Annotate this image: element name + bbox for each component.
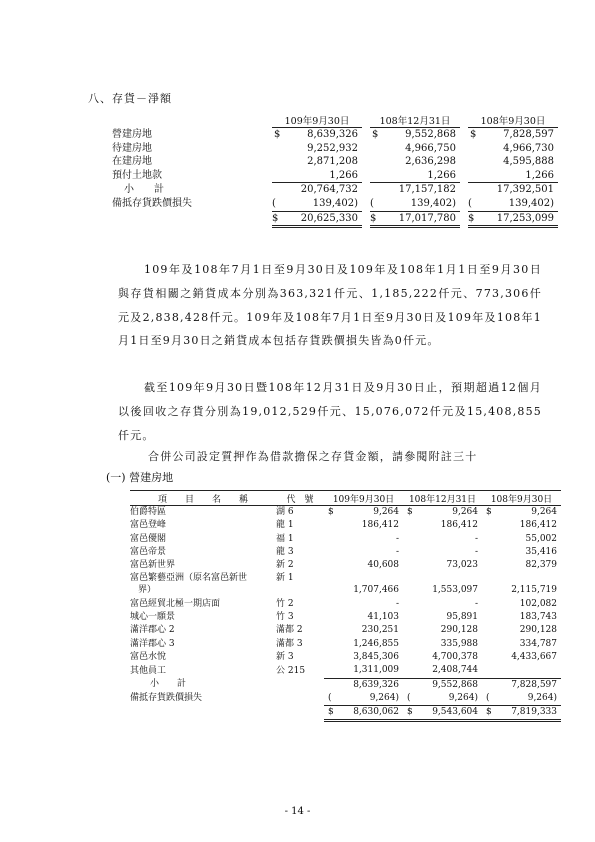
cell-value: 17,157,182 — [398, 184, 456, 196]
table-row — [112, 169, 558, 183]
cell-value: 40,608 — [367, 560, 399, 571]
inventory-summary-table — [112, 113, 558, 228]
cell-value: ( 9,264) — [482, 692, 561, 706]
cell-value: - — [474, 533, 478, 544]
currency-sign: $ — [372, 129, 379, 140]
cell-value: 290,128 — [519, 625, 557, 636]
item-name: 富邑水悅 — [130, 651, 167, 662]
cell-value: 9,252,932 — [307, 142, 358, 154]
cell-value: 17,392,501 — [496, 184, 554, 196]
item-name: 富邑經貿北極一期店面 — [130, 598, 221, 609]
cell-value: $ 9,264 — [486, 507, 557, 517]
item-name: 小 計 — [150, 679, 187, 690]
column-header: 108年12月31日 — [370, 113, 460, 128]
cell-value: $ 8,639,326 — [274, 129, 358, 140]
table-header-row — [112, 113, 558, 128]
cell-value: 335,988 — [440, 638, 478, 649]
item-name: 滿洋郡心 3 — [130, 638, 175, 649]
column-header: 項 目 名 稱 — [130, 491, 276, 506]
cell-value: 4,433,667 — [511, 651, 557, 662]
table-row — [130, 664, 561, 678]
cell-value: 2,408,744 — [403, 664, 482, 678]
cell-value: 334,787 — [519, 638, 557, 649]
item-name: 伯爵特區 — [130, 507, 167, 517]
item-name: 富邑優閣 — [130, 533, 167, 544]
cell-value — [482, 664, 561, 678]
cell-value: 1,266 — [272, 169, 362, 183]
item-code: 湖 6 — [276, 507, 294, 517]
cell-value: - — [395, 546, 399, 557]
item-name: 富邑新世界 — [130, 560, 176, 571]
column-header: 代 號 — [276, 491, 324, 506]
column-header: 109年9月30日 — [324, 491, 403, 506]
table-row — [112, 155, 558, 169]
cell-value: $ 9,552,868 — [372, 129, 456, 140]
cell-value: $ 9,264 — [328, 507, 399, 517]
table-header-row — [130, 491, 561, 506]
cell-value — [324, 572, 403, 584]
item-name: 其他員工 — [130, 665, 167, 676]
item-code — [276, 692, 324, 706]
table-row — [130, 546, 561, 559]
row-label: 備抵存貨跌價損失 — [112, 198, 192, 210]
item-code: 新 1 — [276, 573, 294, 584]
cell-value: $ 9,543,604 — [403, 706, 482, 721]
column-header: 109年9月30日 — [272, 113, 362, 128]
table-row — [130, 624, 561, 637]
cell-value: 9,552,868 — [432, 679, 478, 690]
item-name: 富邑帝景 — [130, 546, 167, 557]
item-code — [276, 678, 324, 692]
item-name: 富邑登峰 — [130, 520, 167, 531]
cell-value: $ 8,630,062 — [324, 706, 403, 721]
column-header: 108年9月30日 — [468, 113, 558, 128]
cell-value: 186,412 — [361, 520, 399, 531]
cell-value: 82,379 — [525, 560, 557, 571]
item-code: 福 1 — [276, 533, 294, 544]
cell-value: 55,002 — [525, 533, 557, 544]
currency-sign: $ — [274, 129, 281, 140]
section-heading: 八、存貨－淨額 — [88, 92, 172, 105]
cell-value: - — [474, 546, 478, 557]
table-row — [130, 519, 561, 532]
item-code: 龍 1 — [276, 520, 294, 531]
cell-value: 230,251 — [361, 625, 399, 636]
paragraph: 109年及108年7月1日至9月30日及109年及108年1月1日至9月30日與存貨相關之銷貨成本分別為363,321仟元、1,185,222仟元、773,306仟元及2,838,428仟元。109年及108年7月1日至9月30日及109年及108年1月1日至9月30日之銷貨成本包括存貨跌價損失皆為0仟元。 — [118, 263, 542, 348]
table-row-total — [130, 706, 561, 721]
table-row — [130, 651, 561, 664]
cell-value: 186,412 — [440, 520, 478, 531]
table-row — [130, 611, 561, 624]
cell-value: $ 7,828,597 — [470, 129, 554, 140]
cell-value: 1,311,009 — [324, 664, 403, 678]
row-label: 營建房地 — [112, 128, 152, 140]
item-code: 公 215 — [276, 665, 306, 676]
cell-value: 7,828,597 — [511, 679, 557, 690]
cell-value: 4,700,378 — [432, 651, 478, 662]
cell-value: ( 9,264) — [324, 692, 403, 706]
item-name: 滿洋郡心 2 — [130, 625, 175, 636]
cell-value: $ 20,625,330 — [272, 211, 362, 227]
table-row — [130, 598, 561, 611]
item-code: 龍 3 — [276, 546, 294, 557]
cell-value: 35,416 — [525, 546, 557, 557]
cell-value: - — [395, 533, 399, 544]
cell-value: 2,115,719 — [511, 585, 557, 596]
cell-value — [482, 572, 561, 584]
cell-value: 73,023 — [446, 560, 478, 571]
table-row — [130, 638, 561, 651]
cell-value: 102,082 — [519, 598, 557, 609]
column-header: 108年12月31日 — [403, 491, 482, 506]
cell-value: 1,266 — [468, 169, 558, 183]
cell-value: 290,128 — [440, 625, 478, 636]
cell-value: 4,966,750 — [405, 142, 456, 154]
item-name: 富邑繁藝亞洲（原名富邑新世 — [130, 573, 248, 584]
table-row — [112, 142, 558, 156]
table-row — [112, 128, 558, 142]
row-label: 待建房地 — [112, 142, 152, 154]
cell-value: 2,636,298 — [405, 156, 456, 168]
row-label: 在建房地 — [112, 156, 152, 168]
table-row — [112, 197, 558, 211]
cell-value: - — [474, 598, 478, 609]
item-code: 新 2 — [276, 560, 294, 571]
cell-value: ( 139,402) — [370, 197, 460, 211]
cell-value: - — [395, 598, 399, 609]
table-row — [130, 692, 561, 706]
table-row — [130, 559, 561, 572]
table-row — [130, 506, 561, 520]
item-name: 城心一願景 — [130, 612, 176, 623]
cell-value: $ 7,819,333 — [482, 706, 561, 721]
construction-property-table — [130, 490, 561, 722]
cell-value: 1,553,097 — [432, 585, 478, 596]
row-label: 小 計 — [124, 184, 164, 196]
column-header: 108年9月30日 — [482, 491, 561, 506]
item-code: 竹 3 — [276, 612, 294, 623]
cell-value — [403, 572, 482, 584]
table-row-total — [112, 211, 558, 227]
item-name: 備抵存貨跌價損失 — [130, 693, 203, 704]
table-row — [130, 584, 561, 597]
cell-value: 183,743 — [519, 612, 557, 623]
cell-value: ( 139,402) — [272, 197, 362, 211]
item-name: 界） — [138, 585, 157, 596]
paragraph: 截至109年9月30日暨108年12月31日及9月30日止，預期超過12個月以後回收之存貨分別為19,012,529仟元、15,076,072仟元及15,408,855仟元。 — [118, 381, 542, 442]
item-code: 滿都 3 — [276, 638, 303, 649]
cell-value: 2,871,208 — [307, 156, 358, 168]
table-row — [112, 183, 558, 197]
cell-value: ( 9,264) — [403, 692, 482, 706]
paragraph: 合併公司設定質押作為借款擔保之存貨金額，請參閱附註三十 — [148, 450, 478, 463]
table-row — [130, 533, 561, 546]
cell-value: 3,845,306 — [353, 651, 399, 662]
cell-value: 1,707,466 — [353, 585, 399, 596]
cell-value: $ 9,264 — [407, 507, 478, 517]
table-row — [130, 572, 561, 584]
currency-sign: $ — [470, 129, 477, 140]
cell-value: 8,639,326 — [353, 679, 399, 690]
cell-value: $ 17,253,099 — [468, 211, 558, 227]
cell-value: 95,891 — [446, 612, 478, 623]
cell-value: 186,412 — [519, 520, 557, 531]
item-code: 竹 2 — [276, 598, 294, 609]
cell-value: 41,103 — [367, 612, 399, 623]
cell-value: 20,764,732 — [300, 184, 358, 196]
cell-value: $ 17,017,780 — [370, 211, 460, 227]
table-row — [130, 678, 561, 692]
sub-heading: (一) 營建房地 — [106, 471, 174, 484]
page-number: - 14 - — [284, 806, 311, 817]
cell-value: 1,246,855 — [353, 638, 399, 649]
cell-value: 4,966,730 — [503, 142, 554, 154]
item-code: 新 3 — [276, 651, 294, 662]
item-code — [276, 584, 324, 597]
item-code: 滿都 2 — [276, 625, 303, 636]
cell-value: 1,266 — [370, 169, 460, 183]
row-label: 預付土地款 — [112, 170, 162, 182]
cell-value: ( 139,402) — [468, 197, 558, 211]
cell-value: 4,595,888 — [503, 156, 554, 168]
